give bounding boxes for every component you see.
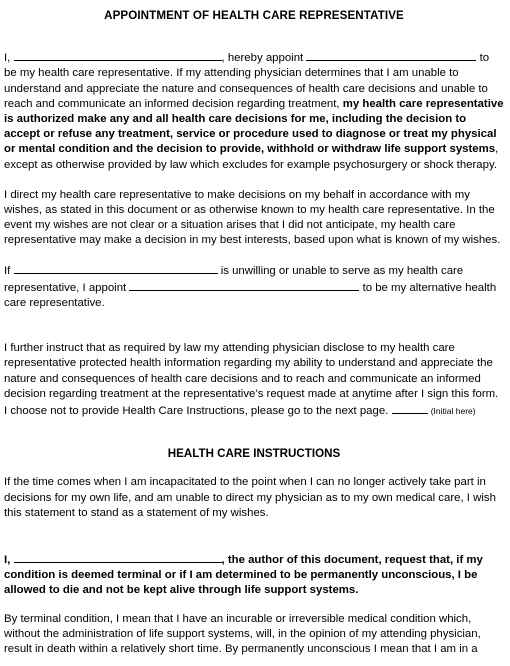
opt-out-text: I choose not to provide Health Care Instructions, please go to the next page. [4, 405, 389, 418]
initial-blank[interactable] [392, 402, 428, 414]
definition-paragraph: By terminal condition, I mean that I have an incurable or irreversible medical condition which, without the administration of life support systems, will, in the opinion of my attending physician, result in death within a relatively short time. By permanently unconscious I mean that I am in a [4, 612, 481, 656]
alternate-end: to be my alternative health care representative. [4, 281, 497, 310]
disclosure-paragraph: I further instruct that as required by law my attending physician disclose to my health care representative protected health information regarding my ability to understand and appreciate the nature and consequences of health care decisions and to reach and communicate an informed decision regarding treatment at the representative’s request made at anytime after I sign this form. [4, 342, 499, 400]
terminal-request-paragraph [4, 551, 504, 599]
representative-name-blank[interactable] [306, 49, 476, 61]
opt-out-line [4, 402, 504, 419]
author-intro: I, [4, 554, 11, 567]
initial-note: (Initial here) [430, 406, 476, 417]
appointment-paragraph [4, 49, 504, 173]
author-name-blank[interactable] [14, 551, 222, 563]
direction-paragraph: I direct my health care representative to make decisions on my behalf in accordance with my wishes, as stated in this document or as otherwise known to my health care representative. In the event my wishes are not clear or a situation arises that I did not anticipate, my health care representative may make a decision in my best interests, based upon what is known of my wishes. [4, 188, 501, 247]
appointer-intro: I, [4, 52, 11, 65]
alternate-rep-blank[interactable] [129, 279, 359, 291]
document-title: APPOINTMENT OF HEALTH CARE REPRESENTATIVE [104, 9, 404, 22]
appoint-phrase: , hereby appoint [221, 52, 304, 65]
exception-text: , except as otherwise provided by law which excludes for example psychosurgery or shock therapy. [4, 143, 499, 171]
principal-name-blank[interactable] [14, 49, 222, 61]
appointment-text: to be my health care representative. If my attending physician determines that I am unable to understand and appreciate the nature and consequences of health care decisions and unable to reach and communicate an informed decision regarding treatment, [4, 52, 490, 110]
terminal-request-text: , the author of this document, request that, if my condition is deemed terminal or if I am determined to be permanently unconscious, I be allowed to die and not be kept alive through life support systems. [4, 554, 483, 597]
authority-bold-text: my health care representative is authorized make any and all health care decisions for me, including the decision to accept or refuse any treatment, service or procedure used to diagnose or treat my physical or mental condition and the decision to provide, withhold or withdraw life support systems [4, 97, 504, 156]
section-title: HEALTH CARE INSTRUCTIONS [167, 447, 341, 461]
alternate-text: is unwilling or unable to serve as my health care representative, I appoint [4, 264, 464, 294]
instructions-paragraph: If the time comes when I am incapacitated to the point when I can no longer actively take part in decisions for my own life, and am unable to direct my physician as to my own medical care, I wish this statement to stand as a statement of my wishes. [4, 476, 496, 519]
alternate-paragraph [4, 262, 504, 312]
primary-rep-blank[interactable] [14, 262, 218, 274]
alternate-intro: If [4, 264, 11, 277]
